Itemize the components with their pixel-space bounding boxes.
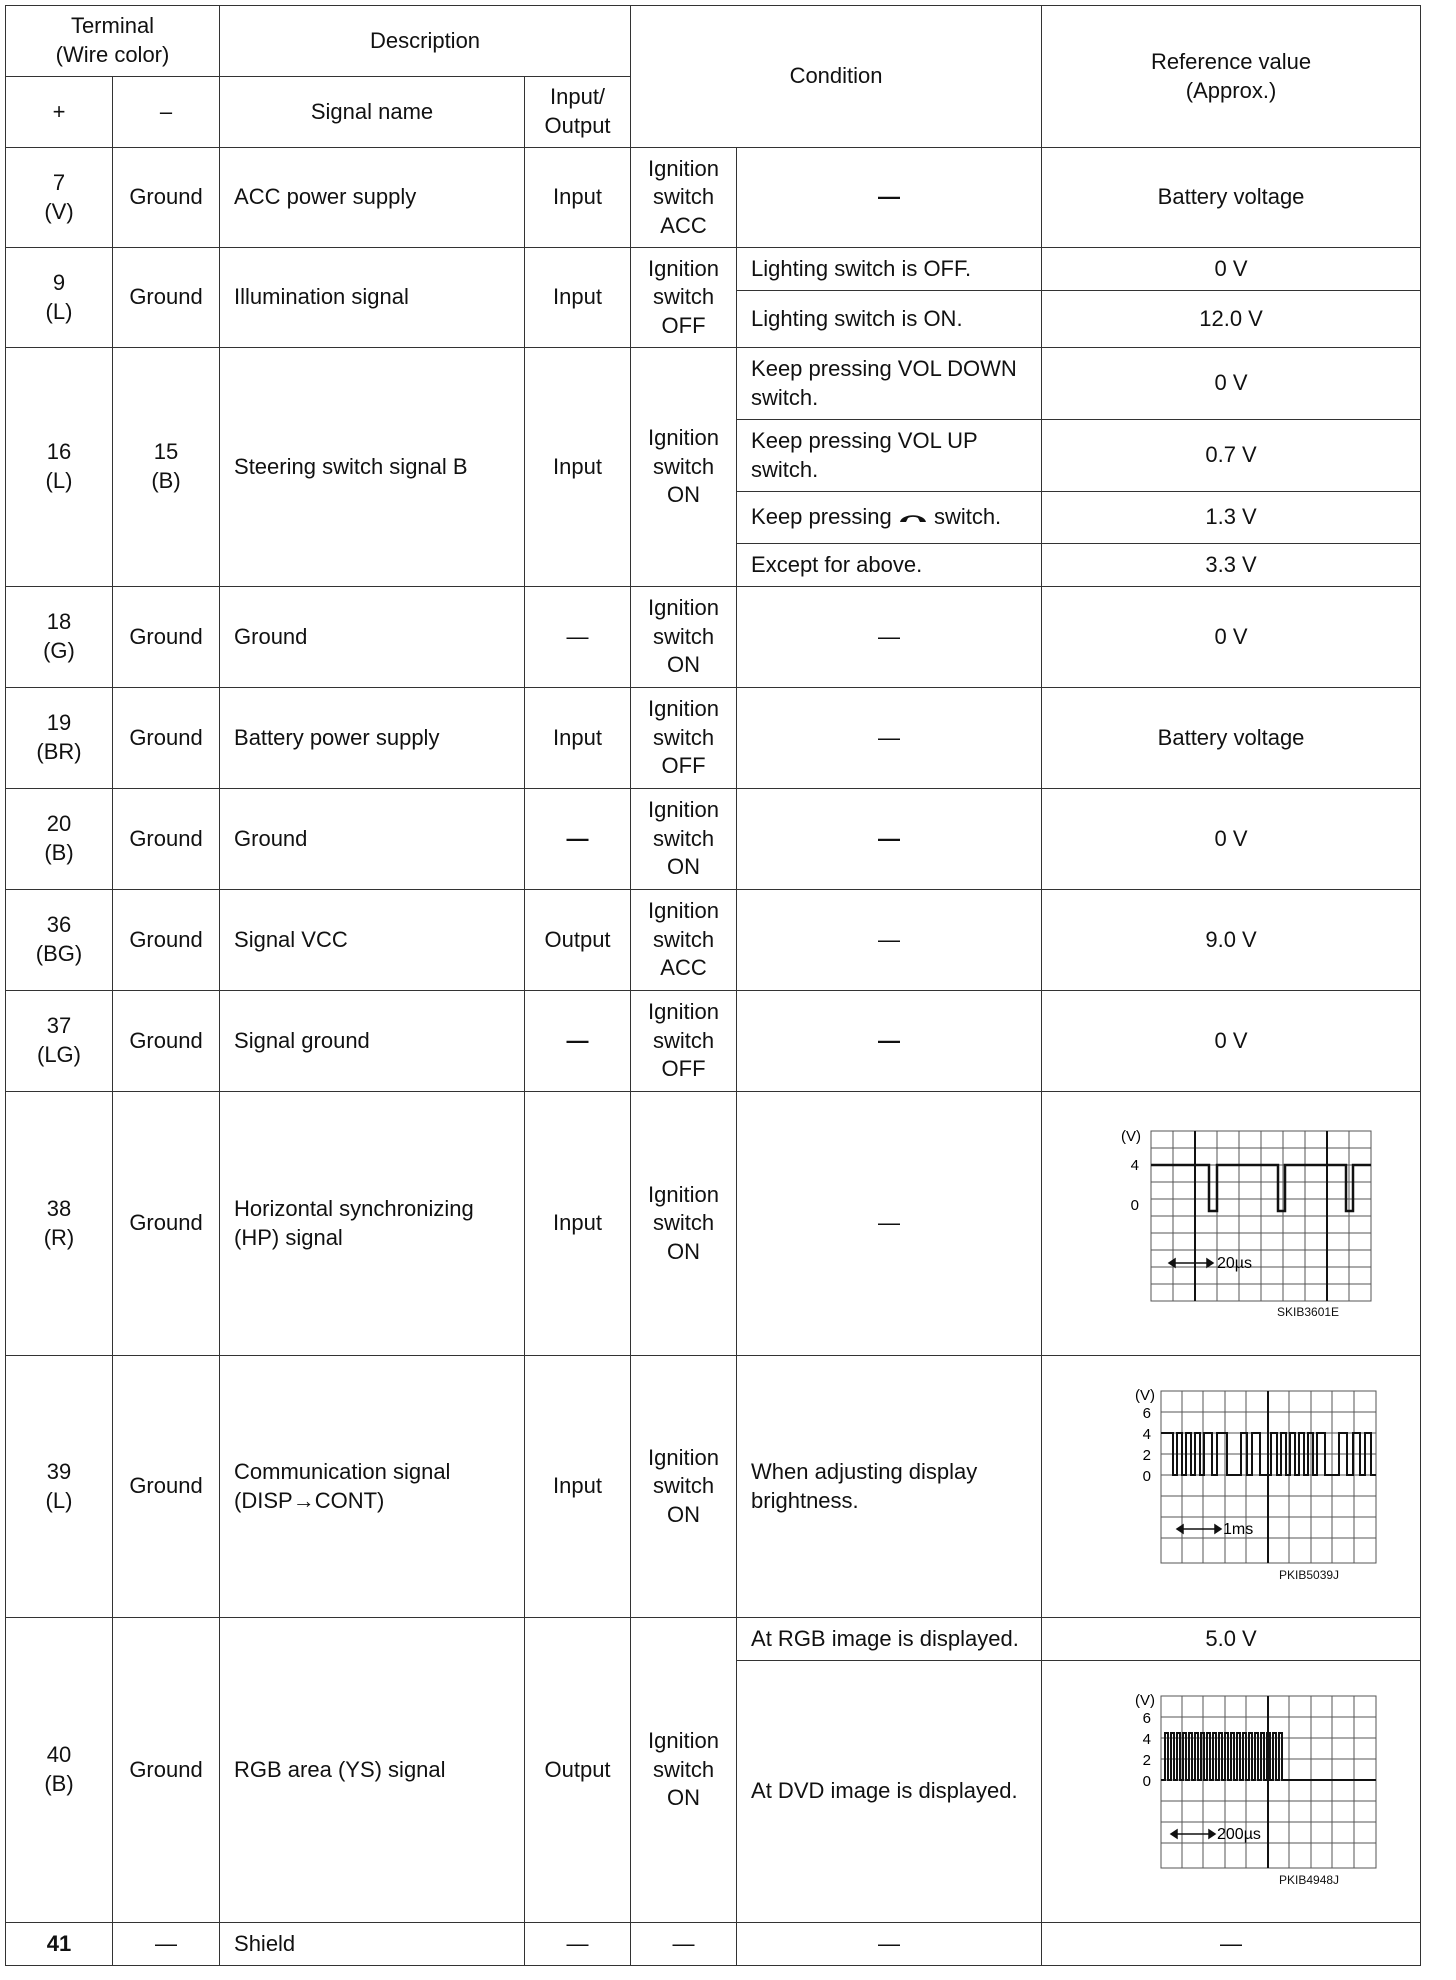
- wave-tick-label: 6: [1142, 1710, 1152, 1728]
- wave-tick-label: 0: [1142, 1773, 1152, 1791]
- signal-name: RGB area (YS) signal: [220, 1618, 525, 1923]
- signal-name: Signal ground: [220, 991, 525, 1092]
- table-row: [6, 1923, 1421, 1966]
- waveform-communication-signal: [1081, 1386, 1381, 1584]
- signal-name: Shield: [220, 1923, 525, 1966]
- terminal-minus: Ground: [113, 890, 220, 991]
- signal-name: ACC power supply: [220, 148, 525, 248]
- io-cell: Input: [525, 348, 631, 587]
- header-reference: Reference value (Approx.): [1042, 6, 1421, 148]
- condition-cell: [737, 492, 1042, 544]
- wave-scale-label: 20µs: [1217, 1255, 1253, 1273]
- signal-name: Signal VCC: [220, 890, 525, 991]
- reference-value: 0 V: [1042, 348, 1421, 420]
- condition-cell: —: [737, 789, 1042, 890]
- signal-name: Ground: [220, 789, 525, 890]
- terminal-minus: Ground: [113, 1092, 220, 1356]
- io-cell: —: [525, 587, 631, 688]
- ignition-condition: Ignition switch OFF: [631, 248, 737, 348]
- condition-cell: Except for above.: [737, 544, 1042, 587]
- io-cell: Input: [525, 688, 631, 789]
- reference-value: Battery voltage: [1042, 688, 1421, 789]
- terminal-spec-table: [5, 5, 1421, 1966]
- reference-value: 12.0 V: [1042, 291, 1421, 348]
- wave-scale-label: 200µs: [1217, 1826, 1261, 1844]
- condition-cell: Keep pressing VOL DOWN switch.: [737, 348, 1042, 420]
- reference-value: 0 V: [1042, 789, 1421, 890]
- wave-unit-label: (V): [1135, 1387, 1156, 1405]
- terminal-plus: 36 (BG): [6, 890, 113, 991]
- terminal-minus: Ground: [113, 789, 220, 890]
- signal-name: Battery power supply: [220, 688, 525, 789]
- terminal-plus: 39 (L): [6, 1356, 113, 1618]
- table-row: [6, 587, 1421, 688]
- waveform-graph: [1081, 1691, 1381, 1871]
- terminal-plus: 41: [6, 1923, 113, 1966]
- io-cell: Input: [525, 148, 631, 248]
- io-cell: Input: [525, 1092, 631, 1356]
- wave-tick-label: 2: [1142, 1447, 1152, 1465]
- terminal-minus: —: [113, 1923, 220, 1966]
- signal-name: Ground: [220, 587, 525, 688]
- condition-cell: When adjusting display brightness.: [737, 1356, 1042, 1618]
- table-row: [6, 688, 1421, 789]
- condition-cell: Keep pressing VOL UP switch.: [737, 420, 1042, 492]
- header-terminal: Terminal (Wire color): [6, 6, 220, 77]
- table-row: [6, 1618, 1421, 1661]
- waveform-rgb-area-signal: [1081, 1691, 1381, 1889]
- io-cell: Output: [525, 1618, 631, 1923]
- condition-cell: Lighting switch is ON.: [737, 291, 1042, 348]
- reference-value: —: [1042, 1923, 1421, 1966]
- terminal-plus: 20 (B): [6, 789, 113, 890]
- terminal-plus: 38 (R): [6, 1092, 113, 1356]
- terminal-plus: 16 (L): [6, 348, 113, 587]
- io-cell: Output: [525, 890, 631, 991]
- terminal-plus: 40 (B): [6, 1618, 113, 1923]
- condition-cell: —: [737, 991, 1042, 1092]
- table-row: [6, 348, 1421, 420]
- handset-icon: [898, 504, 928, 533]
- waveform-graph: [1081, 1123, 1381, 1303]
- reference-value: 0 V: [1042, 248, 1421, 291]
- waveform-hp-signal: [1081, 1123, 1381, 1321]
- figure-code: PKIB5039J: [1279, 1568, 1340, 1583]
- terminal-minus: Ground: [113, 148, 220, 248]
- reference-value: Battery voltage: [1042, 148, 1421, 248]
- condition-cell: —: [737, 890, 1042, 991]
- ignition-condition: Ignition switch ACC: [631, 148, 737, 248]
- reference-value: 5.0 V: [1042, 1618, 1421, 1661]
- condition-cell: Lighting switch is OFF.: [737, 248, 1042, 291]
- terminal-minus: Ground: [113, 1356, 220, 1618]
- ignition-condition: —: [631, 1923, 737, 1966]
- io-cell: Input: [525, 248, 631, 348]
- condition-cell: At RGB image is displayed.: [737, 1618, 1042, 1661]
- waveform-graph: [1081, 1386, 1381, 1566]
- terminal-minus: Ground: [113, 688, 220, 789]
- condition-text: Keep pressing: [751, 503, 892, 529]
- io-cell: —: [525, 991, 631, 1092]
- condition-cell: —: [737, 587, 1042, 688]
- signal-name: Horizontal synchronizing (HP) signal: [220, 1092, 525, 1356]
- wave-tick-label: 4: [1142, 1426, 1152, 1444]
- ignition-condition: Ignition switch ON: [631, 587, 737, 688]
- wave-tick-label: 4: [1142, 1731, 1152, 1749]
- terminal-minus: Ground: [113, 248, 220, 348]
- wave-unit-label: (V): [1135, 1692, 1156, 1710]
- terminal-minus: Ground: [113, 1618, 220, 1923]
- signal-name: Steering switch signal B: [220, 348, 525, 587]
- figure-code: SKIB3601E: [1277, 1305, 1340, 1320]
- table-row: [6, 991, 1421, 1092]
- wave-tick-label: 6: [1142, 1405, 1152, 1423]
- reference-value: 1.3 V: [1042, 492, 1421, 544]
- reference-value: 0 V: [1042, 991, 1421, 1092]
- io-cell: Input: [525, 1356, 631, 1618]
- condition-cell: At DVD image is displayed.: [737, 1661, 1042, 1923]
- terminal-plus: 18 (G): [6, 587, 113, 688]
- condition-cell: —: [737, 148, 1042, 248]
- io-cell: —: [525, 789, 631, 890]
- ignition-condition: Ignition switch ACC: [631, 890, 737, 991]
- ignition-condition: Ignition switch ON: [631, 1092, 737, 1356]
- ignition-condition: Ignition switch ON: [631, 789, 737, 890]
- table-row: [6, 1092, 1421, 1356]
- header-condition: Condition: [631, 6, 1042, 148]
- ignition-condition: Ignition switch OFF: [631, 991, 737, 1092]
- reference-waveform-cell: [1042, 1092, 1421, 1356]
- table-row: [6, 890, 1421, 991]
- terminal-minus: Ground: [113, 587, 220, 688]
- terminal-plus: 37 (LG): [6, 991, 113, 1092]
- reference-waveform-cell: [1042, 1356, 1421, 1618]
- header-plus: +: [6, 77, 113, 148]
- table-row: [6, 248, 1421, 291]
- wave-tick-label: 2: [1142, 1752, 1152, 1770]
- wave-tick-label: 0: [1142, 1468, 1152, 1486]
- ignition-condition: Ignition switch OFF: [631, 688, 737, 789]
- table-row: [6, 1356, 1421, 1618]
- reference-value: 0.7 V: [1042, 420, 1421, 492]
- header-minus: –: [113, 77, 220, 148]
- io-cell: —: [525, 1923, 631, 1966]
- signal-name: Communication signal (DISP→CONT): [220, 1356, 525, 1618]
- ignition-condition: Ignition switch ON: [631, 348, 737, 587]
- figure-code: PKIB4948J: [1279, 1873, 1340, 1888]
- wave-tick-label: 4: [1130, 1157, 1140, 1175]
- table-row: [6, 789, 1421, 890]
- terminal-minus: Ground: [113, 991, 220, 1092]
- terminal-plus: 9 (L): [6, 248, 113, 348]
- table-row: [6, 148, 1421, 248]
- header-io: Input/ Output: [525, 77, 631, 148]
- terminal-minus: 15 (B): [113, 348, 220, 587]
- condition-text: switch.: [933, 503, 1002, 529]
- reference-value: 0 V: [1042, 587, 1421, 688]
- reference-waveform-cell: [1042, 1661, 1421, 1923]
- wave-scale-label: 1ms: [1223, 1521, 1254, 1539]
- terminal-plus: 7 (V): [6, 148, 113, 248]
- wave-unit-label: (V): [1121, 1128, 1142, 1146]
- condition-cell: —: [737, 688, 1042, 789]
- signal-name: Illumination signal: [220, 248, 525, 348]
- reference-value: 9.0 V: [1042, 890, 1421, 991]
- header-description: Description: [220, 6, 631, 77]
- ignition-condition: Ignition switch ON: [631, 1356, 737, 1618]
- header-signal-name: Signal name: [220, 77, 525, 148]
- terminal-plus: 19 (BR): [6, 688, 113, 789]
- wave-tick-label: 0: [1130, 1197, 1140, 1215]
- condition-cell: —: [737, 1092, 1042, 1356]
- condition-cell: —: [737, 1923, 1042, 1966]
- ignition-condition: Ignition switch ON: [631, 1618, 737, 1923]
- reference-value: 3.3 V: [1042, 544, 1421, 587]
